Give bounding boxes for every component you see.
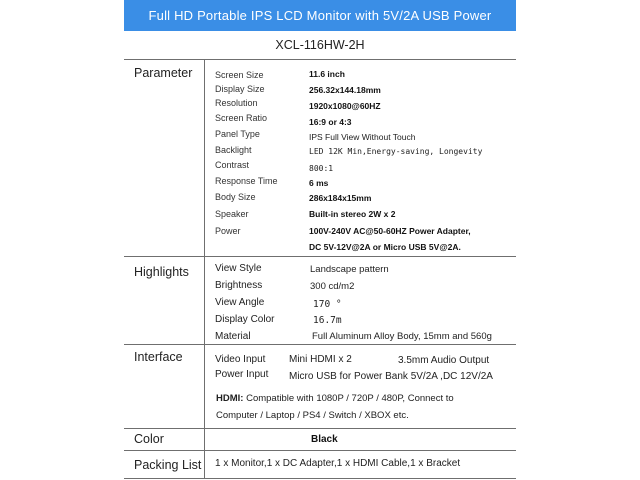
divider-highlights-interface: [124, 344, 516, 345]
section-label-packing-list: Packing List: [134, 458, 202, 472]
spec-sheet: [124, 0, 516, 480]
param-value: 6 ms: [309, 178, 329, 188]
interface-power-label: Power Input: [215, 369, 269, 380]
interface-video-value: Mini HDMI x 2: [289, 354, 352, 365]
packing-list-value: 1 x Monitor,1 x DC Adapter,1 x HDMI Cable,1 x Bracket: [215, 458, 461, 469]
param-value: 100V-240V AC@50-60HZ Power Adapter,: [309, 226, 471, 236]
interface-video-label: Video Input: [215, 354, 266, 365]
param-label: Speaker: [215, 209, 249, 219]
param-label: Screen Ratio: [215, 113, 268, 123]
section-label-color: Color: [134, 432, 164, 446]
divider-interface-color: [124, 428, 516, 429]
section-label-highlights: Highlights: [134, 265, 189, 279]
interface-power-value: Micro USB for Power Bank 5V/2A ,DC 12V/2A: [289, 371, 493, 382]
param-value: DC 5V-12V@2A or Micro USB 5V@2A.: [309, 242, 461, 252]
param-value: 286x184x15mm: [309, 193, 372, 203]
divider-color-packing: [124, 450, 516, 451]
highlight-value: 300 cd/m2: [310, 281, 355, 292]
hdmi-note-key: HDMI:: [216, 393, 244, 404]
highlight-label: View Angle: [215, 297, 265, 308]
color-value: Black: [311, 434, 338, 445]
hdmi-note-text: Compatible with 1080P / 720P / 480P, Connect to: [243, 393, 454, 404]
param-value: LED 12K Min,Energy-saving, Longevity: [309, 147, 483, 156]
hdmi-note-line-2: Computer / Laptop / PS4 / Switch / XBOX etc.: [216, 410, 409, 421]
highlight-label: Display Color: [215, 314, 275, 325]
param-value: 256.32x144.18mm: [309, 85, 381, 95]
param-value: 16:9 or 4:3: [309, 117, 352, 127]
param-label: Body Size: [215, 192, 256, 202]
divider-parameter-highlights: [124, 256, 516, 257]
highlight-value: Landscape pattern: [310, 264, 389, 275]
section-label-parameter: Parameter: [134, 66, 193, 80]
table-bottom-border: [124, 478, 516, 479]
param-value: 1920x1080@60HZ: [309, 101, 381, 111]
param-label: Display Size: [215, 84, 265, 94]
param-value: 11.6 inch: [309, 69, 345, 79]
hdmi-note: [216, 393, 454, 404]
highlight-label: View Style: [215, 263, 262, 274]
param-label: Backlight: [215, 145, 252, 155]
interface-audio-value: 3.5mm Audio Output: [398, 355, 490, 366]
param-label: Panel Type: [215, 129, 260, 139]
table-top-border: [124, 59, 516, 60]
column-divider: [204, 59, 205, 479]
param-value: Built-in stereo 2W x 2: [309, 209, 396, 219]
highlight-value: Full Aluminum Alloy Body, 15mm and 560g: [312, 331, 492, 342]
param-value: IPS Full View Without Touch: [309, 132, 416, 142]
section-label-interface: Interface: [134, 350, 183, 364]
param-value: 800:1: [309, 164, 334, 173]
param-label: Contrast: [215, 160, 250, 170]
param-label: Screen Size: [215, 70, 264, 80]
highlight-label: Material: [215, 331, 251, 342]
model-number: XCL-116HW-2H: [275, 38, 365, 52]
highlight-value: 170 °: [313, 299, 342, 310]
banner-title: Full HD Portable IPS LCD Monitor with 5V/2A USB Power: [124, 0, 516, 31]
param-label: Resolution: [215, 98, 258, 108]
param-label: Response Time: [215, 176, 278, 186]
param-label: Power: [215, 226, 241, 236]
highlight-label: Brightness: [215, 280, 263, 291]
highlight-value: 16.7m: [313, 315, 342, 326]
